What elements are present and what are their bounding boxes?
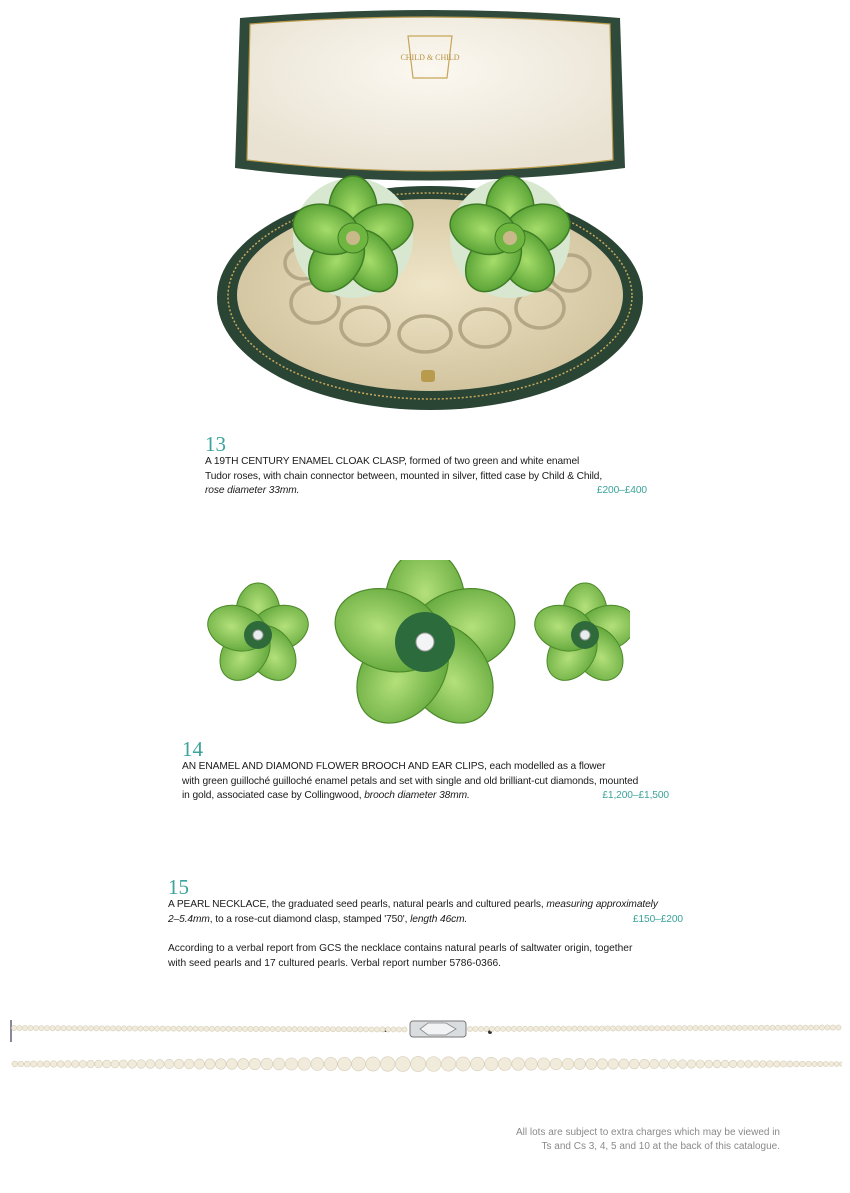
- pearl: [594, 1026, 599, 1031]
- pearl: [352, 1057, 366, 1071]
- pearl: [64, 1061, 71, 1068]
- pearl: [119, 1060, 127, 1068]
- pearl: [748, 1025, 753, 1030]
- pearl: [834, 1062, 839, 1067]
- pearl: [793, 1061, 799, 1067]
- pearl: [561, 1026, 566, 1031]
- pearl: [577, 1026, 582, 1031]
- pearl: [395, 1057, 410, 1072]
- cloak-clasp-case-illustration: [215, 8, 645, 412]
- pearl: [215, 1026, 220, 1031]
- lot-13-description: A 19TH CENTURY ENAMEL CLOAK CLASP, formed of two green and white enamel Tudor roses, with chain connector between, mounted in silver, fitted case by Child & Child, rose diameter 33mm. £200–£400: [205, 455, 647, 499]
- pearl: [522, 1026, 527, 1031]
- pearl: [550, 1058, 562, 1070]
- lot-15-description: A PEARL NECKLACE, the graduated seed pearls, natural pearls and cultured pearls, measuring approximately 2–5.4mm, to a rose-cut diamond clasp, stamped '750', length 46cm. £150–£200: [168, 898, 683, 927]
- pearl: [137, 1060, 146, 1069]
- pearl: [194, 1059, 204, 1069]
- pearl: [456, 1057, 470, 1071]
- pearl: [39, 1026, 44, 1031]
- pearl: [781, 1025, 786, 1030]
- pearl: [830, 1025, 835, 1030]
- pearl: [319, 1027, 324, 1032]
- pearl: [500, 1026, 505, 1031]
- lot-14-number: 14: [182, 737, 203, 761]
- pearl: [358, 1027, 363, 1032]
- pearl: [786, 1025, 791, 1030]
- pearl: [264, 1026, 269, 1031]
- pearl: [583, 1026, 588, 1031]
- pearl: [270, 1026, 275, 1031]
- pearl: [138, 1026, 143, 1031]
- pearl: [682, 1026, 687, 1031]
- pearl: [248, 1026, 253, 1031]
- pearl: [825, 1025, 830, 1030]
- pearl: [767, 1061, 774, 1068]
- pearl: [511, 1026, 516, 1031]
- pearl: [550, 1026, 555, 1031]
- pearl: [441, 1057, 455, 1071]
- lot-13-title: A 19TH CENTURY ENAMEL CLOAK CLASP,: [205, 456, 407, 467]
- pearl: [823, 1061, 828, 1066]
- pearl: [83, 1026, 88, 1031]
- pearl: [555, 1026, 560, 1031]
- pearl: [610, 1026, 615, 1031]
- pearl: [411, 1056, 426, 1071]
- pearl: [216, 1059, 227, 1070]
- pearl: [676, 1026, 681, 1031]
- pearl: [678, 1060, 687, 1069]
- pearl: [775, 1025, 780, 1030]
- pearl: [187, 1026, 192, 1031]
- pearl: [174, 1059, 184, 1069]
- lot-13-estimate: £200–£400: [596, 485, 647, 497]
- pearl: [121, 1026, 126, 1031]
- pearl: [176, 1026, 181, 1031]
- pearl: [132, 1026, 137, 1031]
- pearl: [752, 1061, 759, 1068]
- pearl-necklace-illustration: [8, 1012, 842, 1084]
- pearl: [88, 1026, 93, 1031]
- svg-text:CHILD & CHILD: CHILD & CHILD: [400, 53, 460, 62]
- pearl: [780, 1061, 786, 1067]
- pearl: [94, 1026, 99, 1031]
- pearl: [659, 1059, 668, 1068]
- pearl: [50, 1061, 57, 1068]
- pearl: [17, 1025, 22, 1030]
- pearl: [55, 1026, 60, 1031]
- pearl: [808, 1025, 813, 1030]
- pearl: [209, 1026, 214, 1031]
- pearl: [627, 1026, 632, 1031]
- pearl: [253, 1026, 258, 1031]
- pearl: [116, 1026, 121, 1031]
- pearl: [231, 1026, 236, 1031]
- pearl: [632, 1026, 637, 1031]
- pearl: [473, 1026, 478, 1031]
- pearl: [165, 1059, 174, 1068]
- pearl: [650, 1059, 659, 1068]
- pearl: [193, 1026, 198, 1031]
- pearl: [753, 1025, 758, 1030]
- pearl: [745, 1060, 752, 1067]
- pearl: [380, 1057, 395, 1072]
- pearl: [709, 1025, 714, 1030]
- pearl: [336, 1027, 341, 1032]
- flower-brooch: [324, 560, 526, 740]
- pearl: [806, 1061, 812, 1067]
- pearl: [698, 1025, 703, 1030]
- pearl: [57, 1061, 64, 1068]
- pearl: [538, 1058, 550, 1070]
- pearl: [629, 1059, 639, 1069]
- pearl: [325, 1027, 330, 1032]
- pearl: [800, 1061, 806, 1067]
- pearl: [165, 1026, 170, 1031]
- pearl: [341, 1027, 346, 1032]
- pearl: [275, 1026, 280, 1031]
- pearl: [44, 1026, 49, 1031]
- pearl: [621, 1026, 626, 1031]
- pearl: [226, 1059, 237, 1070]
- pearl: [774, 1061, 780, 1067]
- pearl: [588, 1026, 593, 1031]
- pearl: [797, 1025, 802, 1030]
- pearl: [128, 1060, 136, 1068]
- pearl: [539, 1026, 544, 1031]
- pearl: [764, 1025, 769, 1030]
- pearl: [155, 1059, 164, 1068]
- pearl: [297, 1027, 302, 1032]
- pearl: [37, 1061, 43, 1067]
- pearl: [705, 1060, 713, 1068]
- pearl: [204, 1026, 209, 1031]
- pearl: [11, 1025, 16, 1030]
- pearl: [525, 1058, 537, 1070]
- pearl: [704, 1025, 709, 1030]
- pearl: [311, 1058, 324, 1071]
- pearl: [760, 1061, 767, 1068]
- pearl: [396, 1027, 401, 1032]
- pearl: [154, 1026, 159, 1031]
- pearl: [44, 1061, 50, 1067]
- pearl: [605, 1026, 610, 1031]
- pearl: [720, 1025, 725, 1030]
- pearl: [770, 1025, 775, 1030]
- pearl: [608, 1059, 618, 1069]
- pearl: [28, 1025, 33, 1030]
- pearl: [721, 1060, 729, 1068]
- pearl: [597, 1059, 608, 1070]
- pearl: [687, 1026, 692, 1031]
- pearl: [249, 1058, 260, 1069]
- pearl: [72, 1060, 79, 1067]
- pearl: [742, 1025, 747, 1030]
- pearl: [281, 1026, 286, 1031]
- pearl: [812, 1061, 817, 1066]
- pearl: [298, 1058, 311, 1071]
- pearl: [819, 1025, 824, 1030]
- pearl: [87, 1060, 94, 1067]
- lot-14-estimate: £1,200–£1,500: [602, 790, 669, 802]
- pearl: [787, 1061, 793, 1067]
- pearl: [693, 1025, 698, 1030]
- pearl: [242, 1026, 247, 1031]
- pearl: [149, 1026, 154, 1031]
- right-ear-clip: [529, 583, 630, 690]
- pearl: [303, 1027, 308, 1032]
- pearl: [566, 1026, 571, 1031]
- pearl: [261, 1058, 273, 1070]
- lot-13-image: [215, 8, 645, 412]
- pearl: [61, 1026, 66, 1031]
- pearl: [273, 1058, 285, 1070]
- pearl: [369, 1027, 374, 1032]
- pearl: [292, 1026, 297, 1031]
- pearl: [12, 1061, 18, 1067]
- pearl: [171, 1026, 176, 1031]
- pearl: [498, 1057, 511, 1070]
- pearl: [660, 1026, 665, 1031]
- pearl: [314, 1027, 319, 1032]
- pearl: [665, 1026, 670, 1031]
- lot-14-description: AN ENAMEL AND DIAMOND FLOWER BROOCH AND EAR CLIPS, each modelled as a flower with green guilloché guilloché enamel petals and set with single and old brilliant-cut diamonds, mounted in gold, associated case by Collingwood, brooch diameter 38mm. £1,200–£1,500: [182, 760, 669, 804]
- pearl: [731, 1025, 736, 1030]
- pearl: [471, 1057, 485, 1071]
- pearl: [127, 1026, 132, 1031]
- catalogue-footer-note: All lots are subject to extra charges which may be viewed in Ts and Cs 3, 4, 5 and 10 at the back of this catalogue.: [515, 1127, 780, 1152]
- pearl: [533, 1026, 538, 1031]
- pearl: [572, 1026, 577, 1031]
- pearl: [99, 1026, 104, 1031]
- pearl: [374, 1027, 379, 1032]
- pearl: [50, 1026, 55, 1031]
- pearl: [485, 1057, 498, 1070]
- pearl: [489, 1026, 494, 1031]
- pearl: [146, 1060, 155, 1069]
- pearl: [737, 1060, 744, 1067]
- pearl: [79, 1060, 86, 1067]
- pearl: [640, 1059, 650, 1069]
- pearl: [182, 1026, 187, 1031]
- pearl: [33, 1026, 38, 1031]
- pearl: [22, 1025, 27, 1030]
- pearl: [308, 1027, 313, 1032]
- pearl: [638, 1026, 643, 1031]
- pearl: [66, 1026, 71, 1031]
- pearl: [72, 1026, 77, 1031]
- pearl: [649, 1026, 654, 1031]
- pearl: [574, 1058, 585, 1069]
- pearl: [619, 1059, 629, 1069]
- pearl: [31, 1061, 37, 1067]
- pearl: [737, 1025, 742, 1030]
- pearl: [792, 1025, 797, 1030]
- pearl: [77, 1026, 82, 1031]
- pearl: [495, 1026, 500, 1031]
- pearl: [220, 1026, 225, 1031]
- left-ear-clip: [202, 583, 315, 690]
- pearl: [616, 1026, 621, 1031]
- pearl: [759, 1025, 764, 1030]
- pearl: [352, 1027, 357, 1032]
- pearl: [402, 1027, 407, 1032]
- pearl: [103, 1060, 111, 1068]
- pearl: [237, 1026, 242, 1031]
- pearl: [18, 1061, 24, 1067]
- pearl: [160, 1026, 165, 1031]
- pearl: [562, 1058, 573, 1069]
- pearl: [467, 1026, 472, 1031]
- pearl: [286, 1026, 291, 1031]
- pearl: [506, 1026, 511, 1031]
- pearl: [803, 1025, 808, 1030]
- pearl: [330, 1027, 335, 1032]
- pearl: [347, 1027, 352, 1032]
- pearl: [654, 1026, 659, 1031]
- pearl: [829, 1061, 834, 1066]
- pearl: [586, 1059, 597, 1070]
- pearl: [478, 1026, 483, 1031]
- pearl: [238, 1058, 249, 1069]
- pearl: [385, 1027, 390, 1032]
- pearl: [324, 1057, 337, 1070]
- pearl: [599, 1026, 604, 1031]
- pearl: [259, 1026, 264, 1031]
- pearl: [512, 1058, 525, 1071]
- flower-brooch-illustration: [200, 560, 630, 740]
- pearl: [205, 1059, 215, 1069]
- pearl: [143, 1026, 148, 1031]
- pearl: [544, 1026, 549, 1031]
- pearl: [818, 1061, 823, 1066]
- pearl: [715, 1025, 720, 1030]
- pearl: [338, 1057, 352, 1071]
- pearl: [726, 1025, 731, 1030]
- pearl: [105, 1026, 110, 1031]
- pearl: [391, 1027, 396, 1032]
- pearl: [426, 1057, 441, 1072]
- pearl: [713, 1060, 721, 1068]
- pearl: [95, 1060, 103, 1068]
- pearl: [814, 1025, 819, 1030]
- lot-15-number: 15: [168, 875, 189, 899]
- lot-13-number: 13: [205, 432, 226, 456]
- pearl: [484, 1026, 489, 1031]
- lot-15-note: According to a verbal report from GCS the necklace contains natural pearls of saltwater origin, together with seed pearls and 17 cultured pearls. Verbal report number 5786-0366.: [168, 943, 633, 969]
- pearl: [111, 1060, 119, 1068]
- pearl: [687, 1060, 695, 1068]
- pearl: [836, 1025, 841, 1030]
- pearl: [517, 1026, 522, 1031]
- pearl: [380, 1027, 385, 1032]
- pearl: [696, 1060, 704, 1068]
- pearl: [285, 1058, 297, 1070]
- pearl: [671, 1026, 676, 1031]
- pearl: [528, 1026, 533, 1031]
- lot-15-title: A PEARL NECKLACE,: [168, 899, 269, 910]
- lot-14-image: [200, 560, 630, 740]
- pearl: [363, 1027, 368, 1032]
- pearl: [24, 1061, 30, 1067]
- pearl: [110, 1026, 115, 1031]
- lot-14-title: AN ENAMEL AND DIAMOND FLOWER BROOCH AND EAR CLIPS,: [182, 761, 487, 772]
- pearl: [643, 1026, 648, 1031]
- pearl: [729, 1060, 736, 1067]
- lot-15-image: [8, 1012, 842, 1084]
- pearl: [669, 1060, 678, 1069]
- pearl: [198, 1026, 203, 1031]
- lot-15-estimate: £150–£200: [632, 913, 683, 925]
- pearl: [226, 1026, 231, 1031]
- pearl: [184, 1059, 194, 1069]
- pearl: [840, 1062, 842, 1067]
- pearl: [366, 1057, 380, 1071]
